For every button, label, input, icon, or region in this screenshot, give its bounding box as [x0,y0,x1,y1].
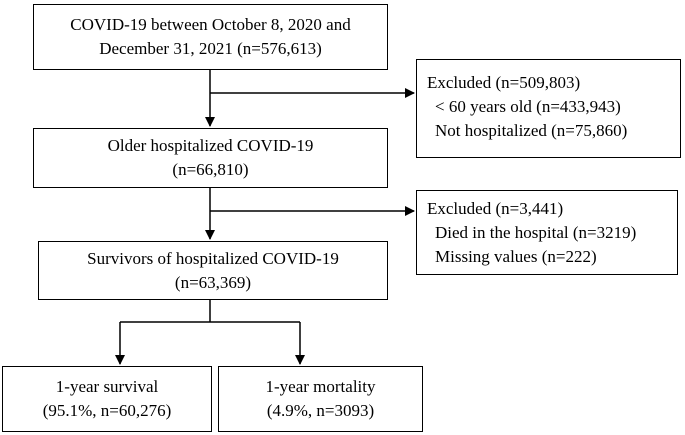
excluded2-item1: Died in the hospital (n=3219) [435,223,637,242]
older-line1: Older hospitalized COVID-19 [107,136,314,155]
mortality-line2: (4.9%, n=3093) [266,401,375,420]
excluded1-title: Excluded (n=509,803) [427,73,581,92]
excluded1-box [416,59,681,158]
survivors-box [38,241,388,300]
survival-line2: (95.1%, n=60,276) [42,401,172,420]
excluded2-title: Excluded (n=3,441) [427,199,564,218]
excluded2-box [416,190,678,275]
cohort-line2: December 31, 2021 (n=576,613) [99,39,322,58]
excluded1-item1: < 60 years old (n=433,943) [435,97,621,116]
cohort-box [33,4,388,70]
older-box [33,128,388,188]
survivors-line1: Survivors of hospitalized COVID-19 [87,249,339,268]
excluded2-item2: Missing values (n=222) [435,247,597,266]
survival-line1: 1-year survival [55,377,159,396]
survivors-line2: (n=63,369) [174,273,252,292]
mortality-line1: 1-year mortality [265,377,376,396]
mortality-box [218,366,423,432]
excluded1-item2: Not hospitalized (n=75,860) [435,121,628,140]
older-line2: (n=66,810) [172,160,249,179]
survival-box [2,366,212,432]
cohort-line1: COVID-19 between October 8, 2020 and [70,15,351,34]
